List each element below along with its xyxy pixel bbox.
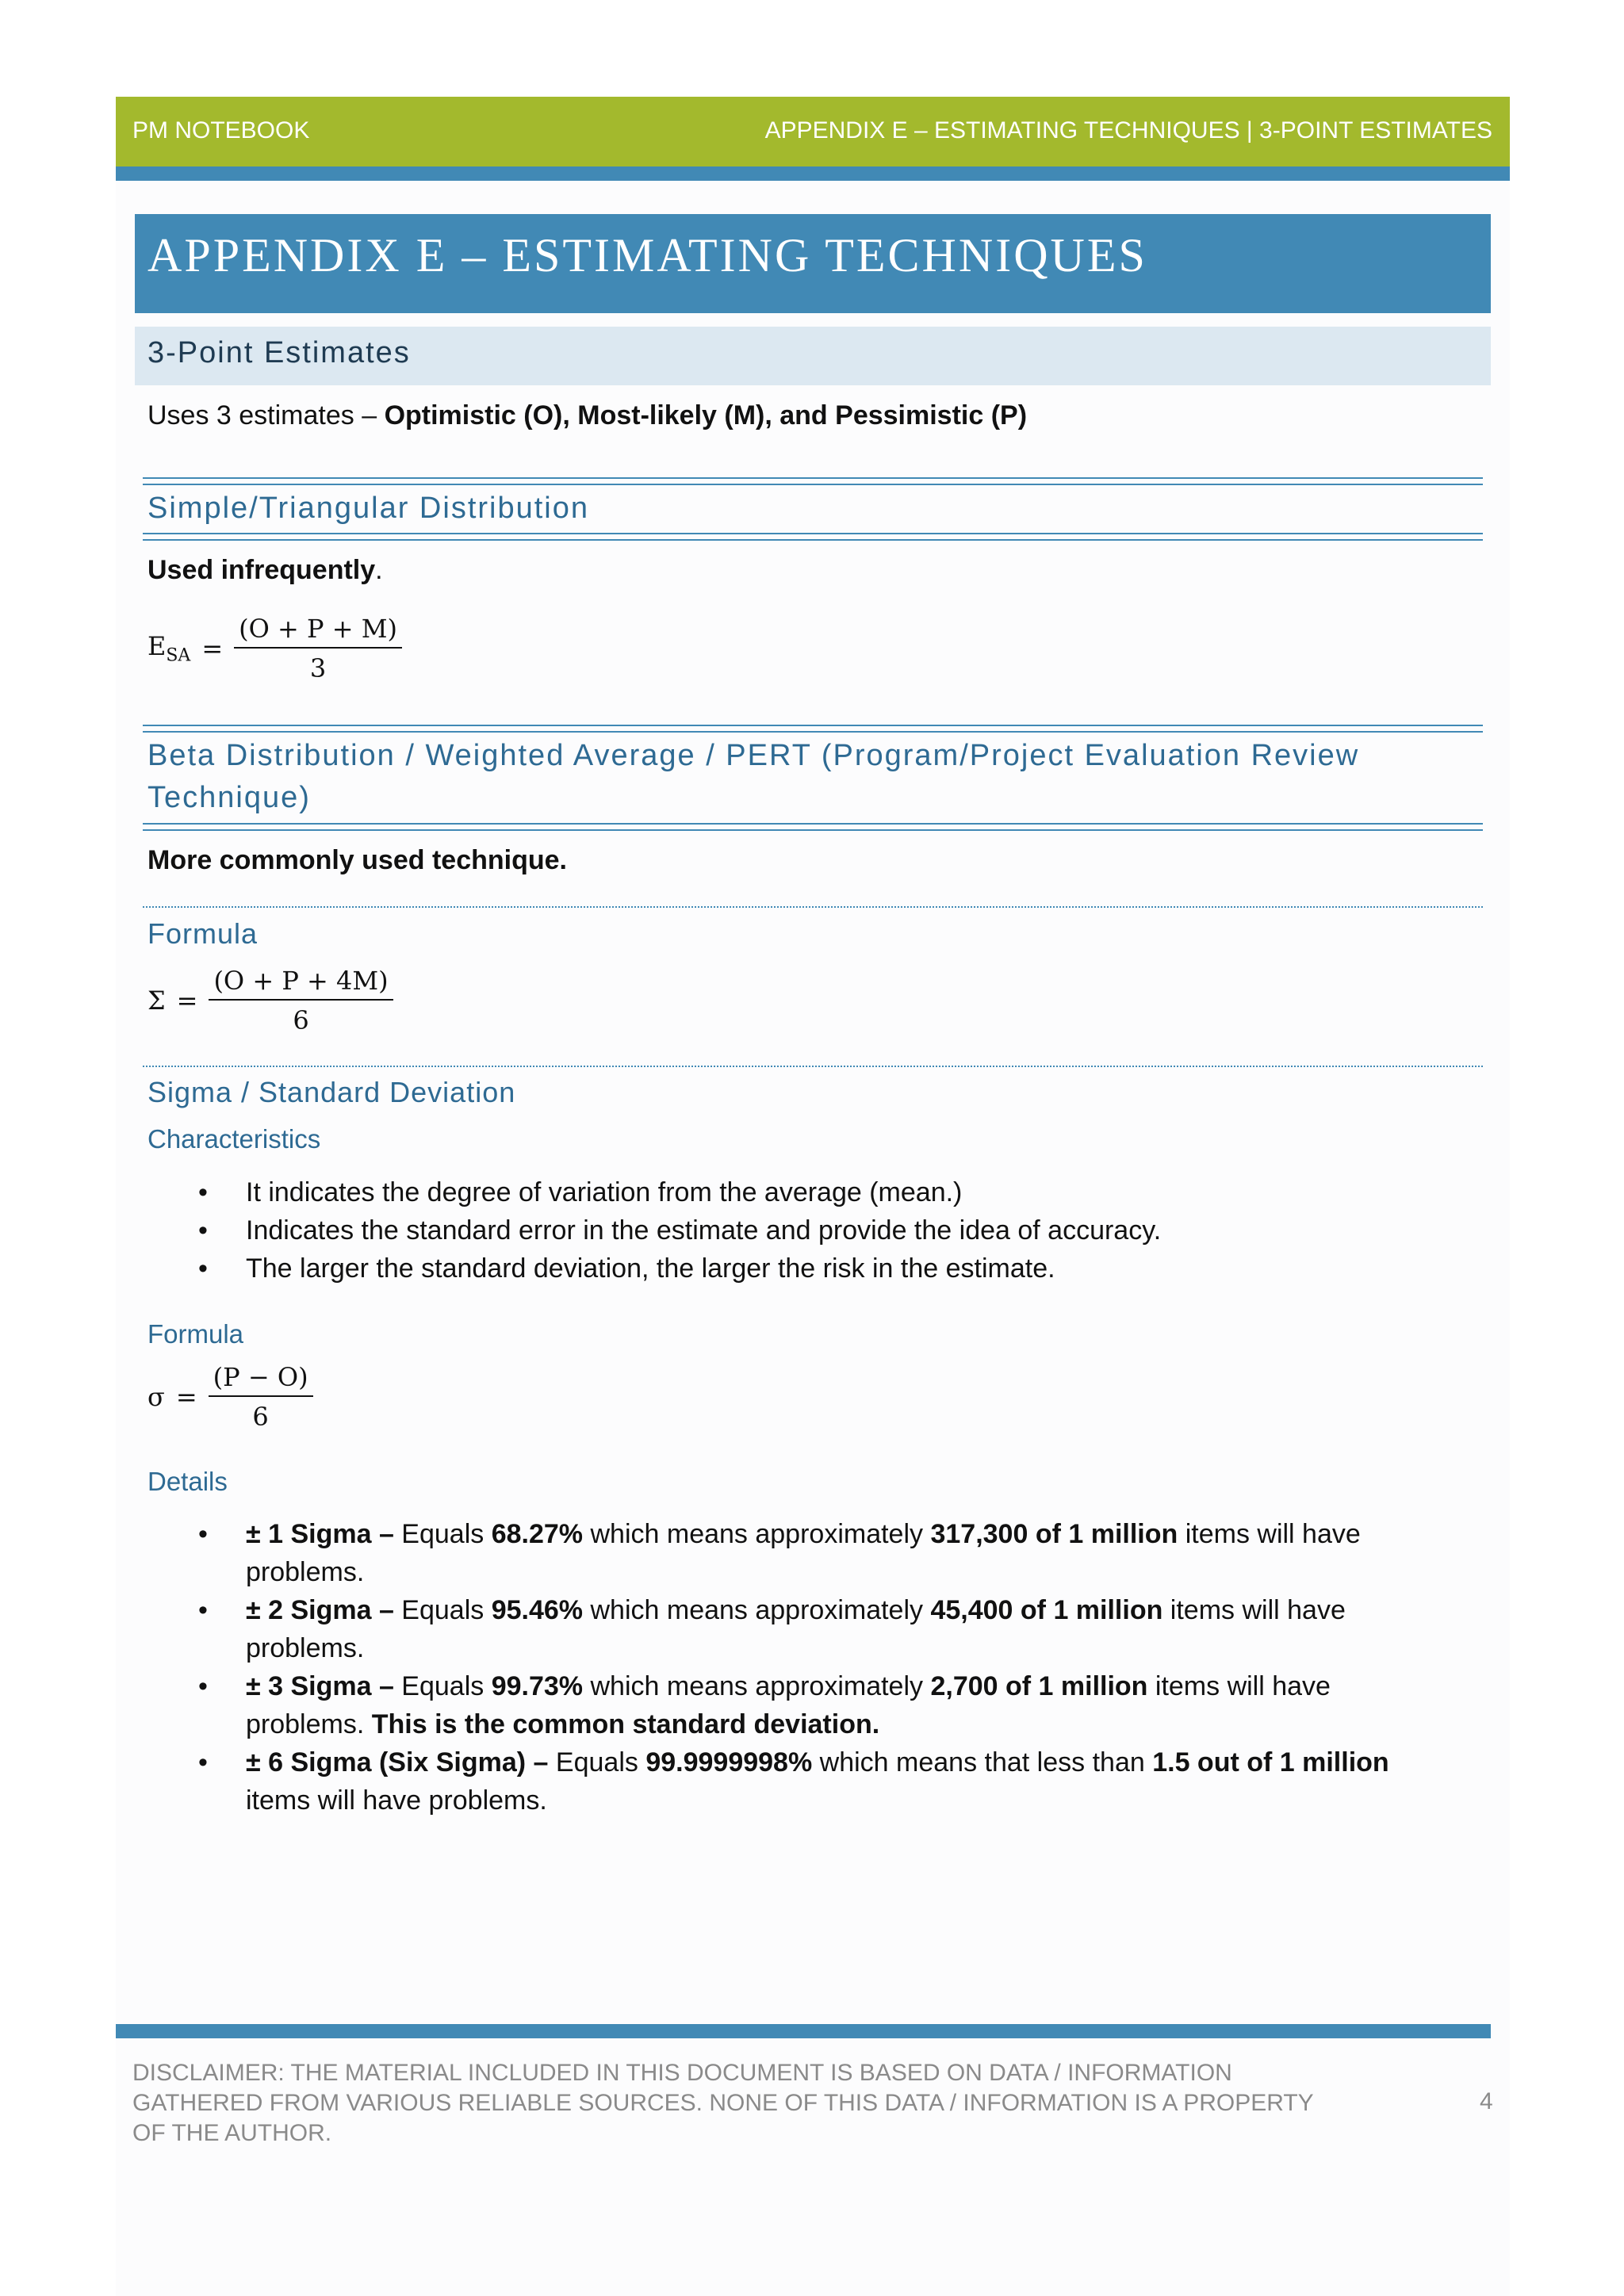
- formula-equals: =: [201, 633, 224, 664]
- list-item: • Indicates the standard error in the estimate and provide the idea of accuracy.: [147, 1211, 1496, 1249]
- header-left-text: PM NOTEBOOK: [132, 117, 310, 144]
- dotted-divider: [143, 906, 1483, 908]
- bullet-icon: •: [198, 1253, 208, 1284]
- section-rule: [143, 823, 1483, 831]
- sigma-formula: [147, 1362, 313, 1432]
- disclaimer-line: GATHERED FROM VARIOUS RELIABLE SOURCES. NONE OF THIS DATA / INFORMATION IS A PROPERTY: [132, 2090, 1314, 2116]
- footer-accent-bar: [116, 2024, 1491, 2038]
- header-right-text: APPENDIX E – ESTIMATING TECHNIQUES | 3-POINT ESTIMATES: [764, 117, 1492, 144]
- triangular-note-end: .: [375, 555, 383, 585]
- details-heading: Details: [147, 1467, 228, 1496]
- formula-denominator: 3: [309, 653, 327, 683]
- triangular-formula: [147, 614, 402, 683]
- bullet-icon: •: [198, 1747, 208, 1777]
- formula-numerator: (P − O): [209, 1362, 313, 1397]
- formula-equals: =: [176, 985, 198, 1016]
- beta-heading-line2: Technique): [147, 781, 311, 814]
- list-item: • ± 6 Sigma (Six Sigma) – Equals 99.9999998% which means that less than 1.5 out of 1 million items will have problems.: [147, 1743, 1496, 1820]
- list-item: • ± 3 Sigma – Equals 99.73% which means approximately 2,700 of 1 million items will have problems. This is the common standard deviation.: [147, 1667, 1496, 1743]
- list-item: • ± 2 Sigma – Equals 95.46% which means approximately 45,400 of 1 million items will have problems.: [147, 1591, 1496, 1667]
- sigma-details-list: [147, 1515, 1496, 1820]
- triangular-note-bold: Used infrequently: [147, 555, 376, 585]
- page-number: 4: [1480, 2088, 1493, 2114]
- formula-denominator: 6: [252, 1402, 269, 1432]
- formula-denominator: 6: [293, 1005, 309, 1035]
- section-rule: [143, 477, 1483, 485]
- intro-prefix: Uses 3 estimates –: [147, 400, 385, 430]
- formula-fraction: [209, 1362, 313, 1432]
- beta-formula: [147, 966, 393, 1035]
- formula-numerator: (O + P + 4M): [209, 966, 393, 1001]
- disclaimer-line: DISCLAIMER: THE MATERIAL INCLUDED IN THIS DOCUMENT IS BASED ON DATA / INFORMATION: [132, 2060, 1232, 2086]
- beta-formula-heading: Formula: [147, 917, 259, 950]
- list-item: • It indicates the degree of variation from the average (mean.): [147, 1173, 1496, 1211]
- section-title: 3-Point Estimates: [147, 336, 411, 369]
- formula-fraction: [234, 614, 402, 683]
- intro-text: [147, 400, 1027, 431]
- bullet-icon: •: [198, 1519, 208, 1549]
- triangular-note: [147, 555, 383, 586]
- section-rule: [143, 725, 1483, 733]
- beta-heading-line1: Beta Distribution / Weighted Average / PERT (Program/Project Evaluation Review: [147, 739, 1360, 772]
- bullet-icon: •: [198, 1671, 208, 1701]
- beta-note: More commonly used technique.: [147, 845, 567, 875]
- intro-bold: Optimistic (O), Most-likely (M), and Pessimistic (P): [384, 400, 1028, 430]
- bullet-icon: •: [198, 1595, 208, 1625]
- header-accent-bar: [116, 166, 1510, 181]
- bullet-icon: •: [198, 1177, 208, 1207]
- sigma-heading: Sigma / Standard Deviation: [147, 1076, 516, 1108]
- list-item: • ± 1 Sigma – Equals 68.27% which means approximately 317,300 of 1 million items will have problems.: [147, 1515, 1496, 1591]
- characteristics-heading: Characteristics: [147, 1124, 321, 1154]
- formula-numerator: (O + P + M): [234, 614, 402, 649]
- formula-lhs: $E_{SA}$: [147, 631, 191, 666]
- sigma-formula-heading: Formula: [147, 1319, 244, 1349]
- dotted-divider: [143, 1066, 1483, 1067]
- disclaimer-line: OF THE AUTHOR.: [132, 2120, 332, 2146]
- section-rule: [143, 533, 1483, 541]
- triangular-heading: Simple/Triangular Distribution: [147, 492, 590, 525]
- formula-lhs: σ: [147, 1382, 165, 1412]
- list-item: • The larger the standard deviation, the larger the risk in the estimate.: [147, 1249, 1496, 1288]
- formula-fraction: [209, 966, 393, 1035]
- formula-lhs: Σ: [147, 985, 166, 1016]
- formula-equals: =: [175, 1382, 197, 1412]
- page-title: APPENDIX E – ESTIMATING TECHNIQUES: [147, 229, 1147, 281]
- characteristics-list: [147, 1173, 1496, 1288]
- bullet-icon: •: [198, 1215, 208, 1246]
- footer-disclaimer: [132, 2058, 1322, 2149]
